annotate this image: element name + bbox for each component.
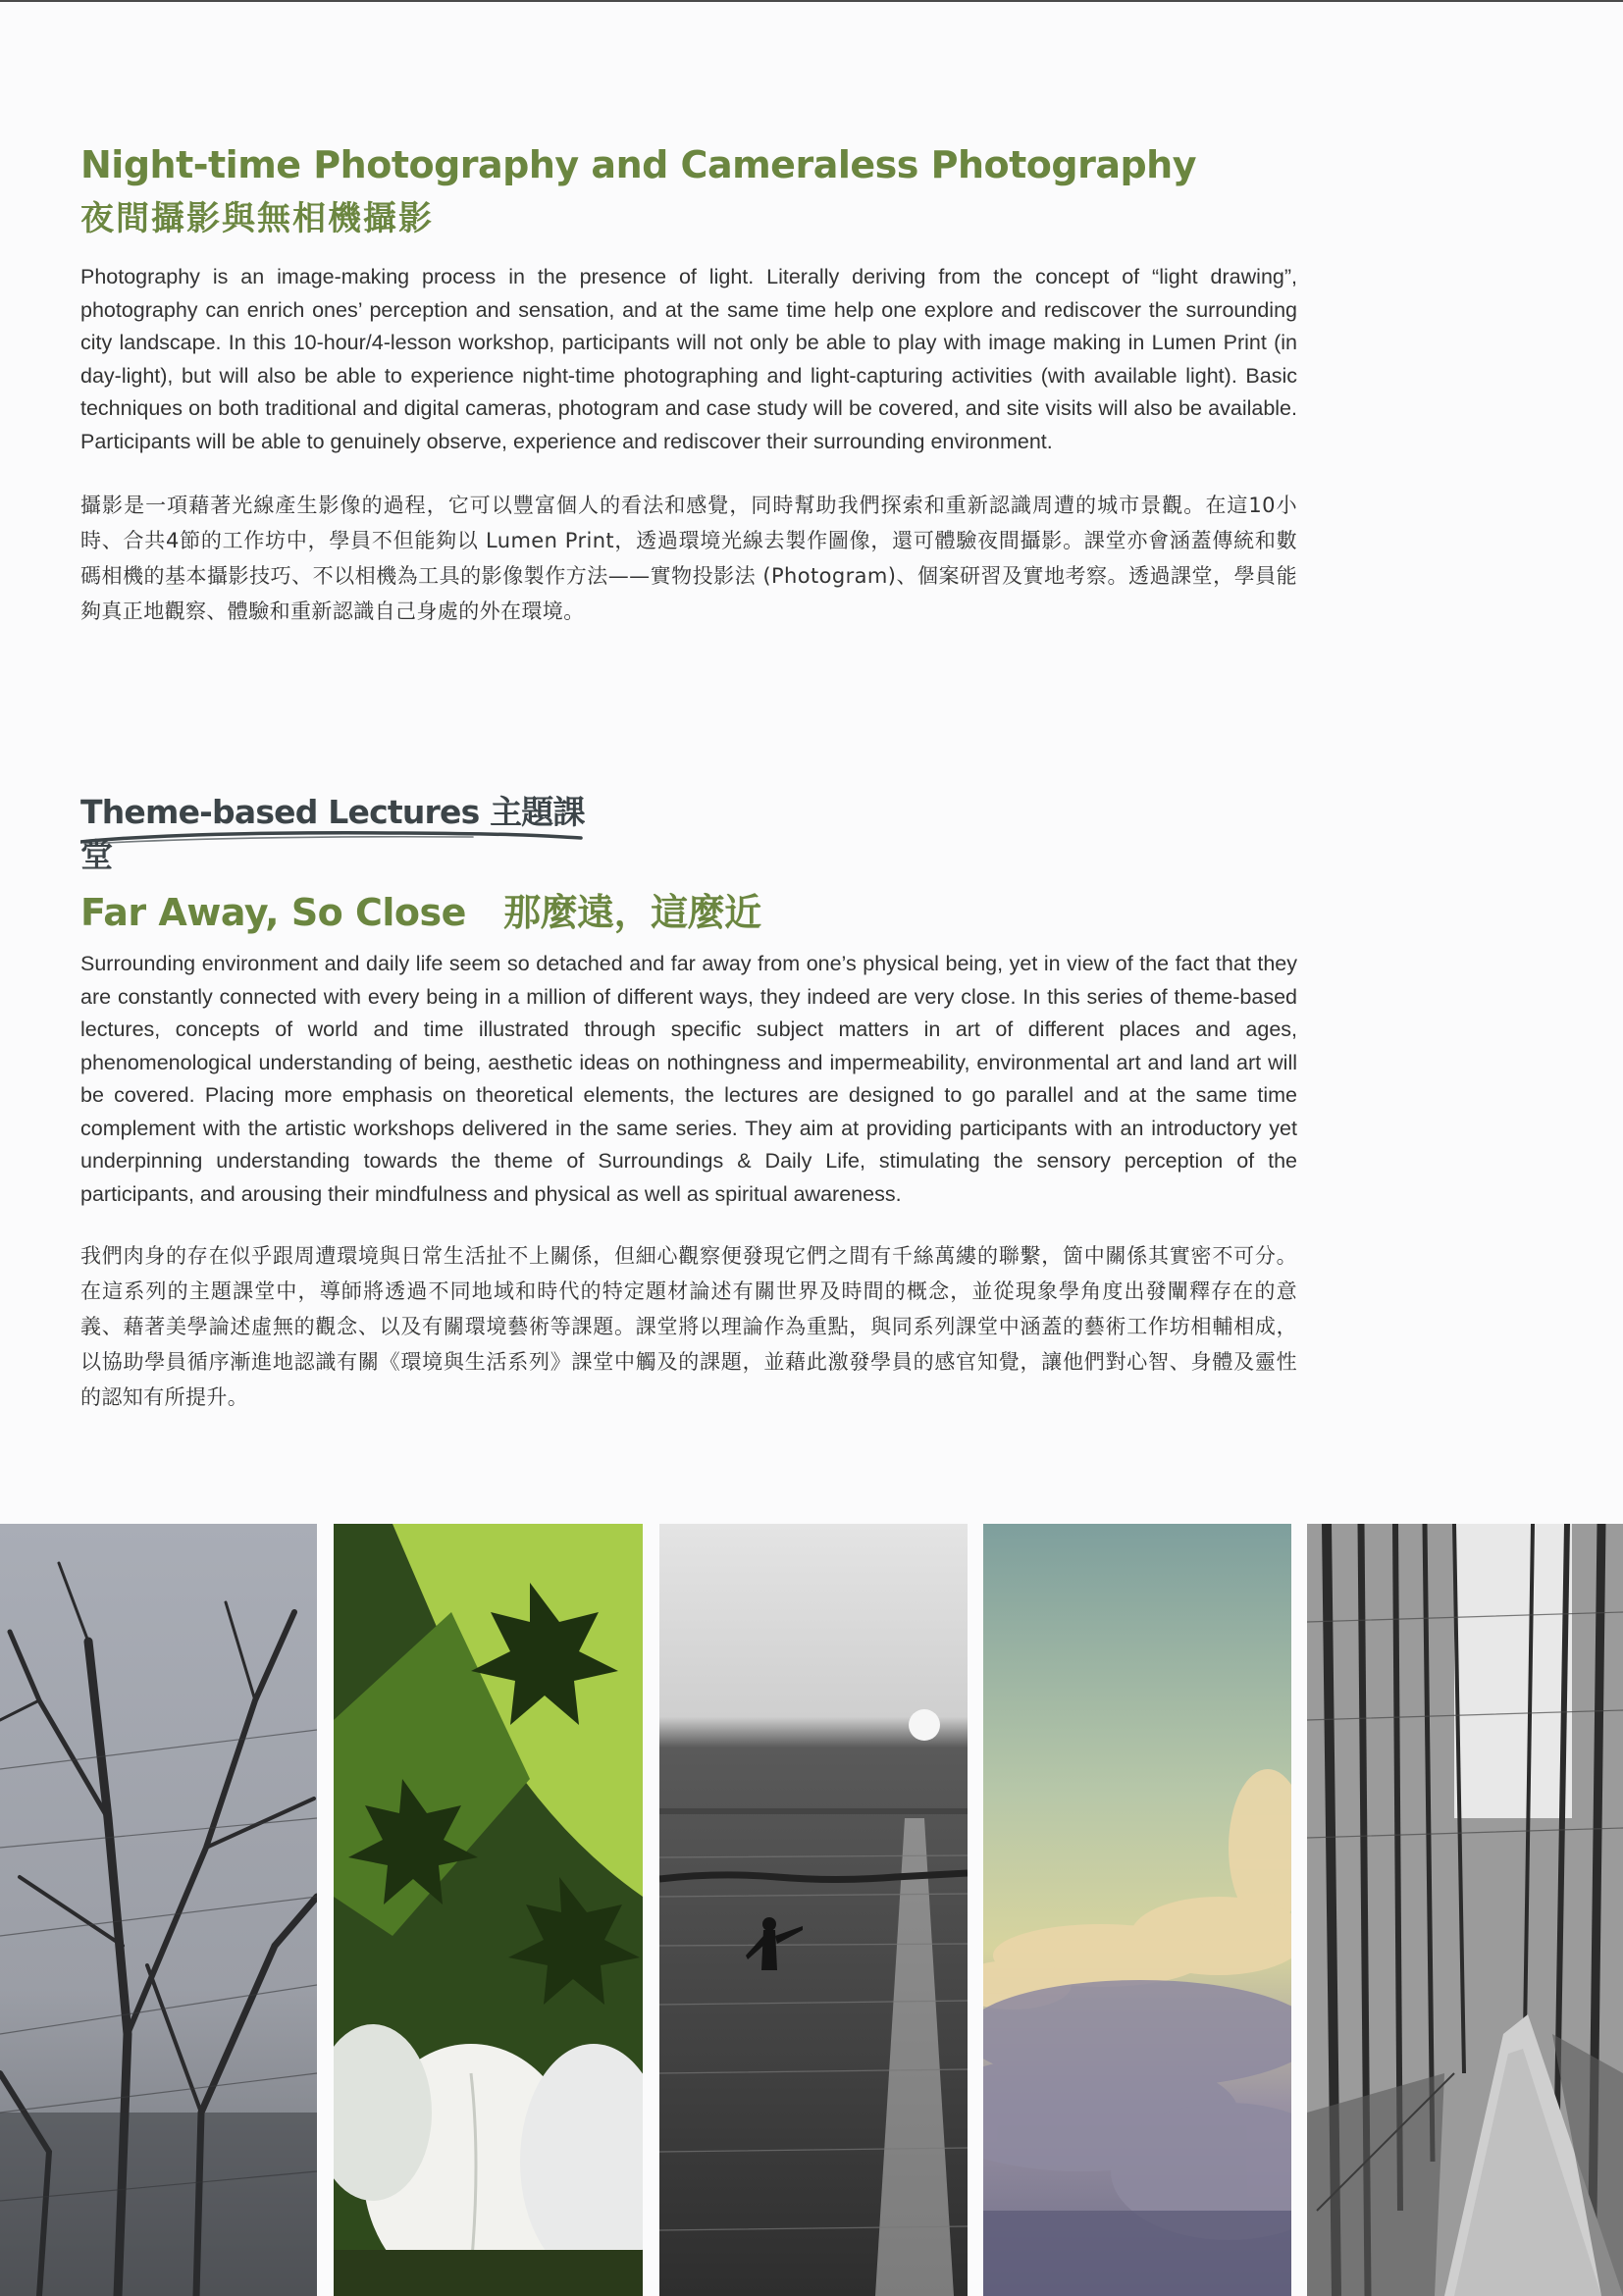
- photo-sea-figure: [659, 1524, 968, 2296]
- night-title-en: Night-time Photography and Cameraless Photography: [80, 143, 1196, 186]
- night-photography-section: [80, 141, 1297, 629]
- page-top-edge: [0, 0, 1623, 2]
- far-away-section: [80, 889, 1297, 1415]
- night-paragraph-en: Photography is an image-making process in the presence of light. Literally deriving from the concept of “light drawing”, photography can enrich ones’ perception and sensation, and at the same time help one explore and rediscover the surrounding city landscape. In this 10-hour/4-lesson workshop, participants will not only be able to play with image making in Lumen Print (in day-light), but will also be able to experience night-time photographing and light-capturing activities (with available light). Basic techniques on both traditional and digital cameras, photogram and case study will be covered, and site visits will also be available. Participants will be able to genuinely observe, experience and rediscover their surrounding environment.: [80, 265, 1297, 453]
- far-paragraph-en: Surrounding environment and daily life seem so detached and far away from one’s physical being, yet in view of the fact that they are constantly connected with every being in a million of different ways, they indeed are very close. In this series of theme-based lectures, concepts of world and time illustrated through specific subject matters in art of different places and ages, phenomenological understanding of being, aesthetic ideas on nothingness and impermeability, environmental art and land art will be covered. Placing more emphasis on theoretical elements, the lectures are designed to go parallel and at the same time complement with the artistic workshops delivered in the same series. They aim at providing participants with an introductory yet underpinning understanding towards the theme of Surroundings & Daily Life, stimulating the sensory perception of the participants, and arousing their mindfulness and physical as well as spiritual awareness.: [80, 952, 1297, 1206]
- lectures-heading-text: Theme-based Lectures 主題課堂: [80, 793, 585, 874]
- photo-clouds: [983, 1524, 1291, 2296]
- far-paragraph-zh: 我們肉身的存在似乎跟周遭環境與日常生活扯不上關係，但細心觀察便發現它們之間有千絲萬縷的聯繫，箇中關係其實密不可分。在這系列的主題課堂中，導師將透過不同地域和時代的特定題材論述有關世界及時間的概念，並從現象學角度出發闡釋存在的意義、藉著美學論述虛無的觀念、以及有關環境藝術等課題。課堂將以理論作為重點，與同系列課堂中涵蓋的藝術工作坊相輔相成，以協助學員循序漸進地認識有關《環境與生活系列》課堂中觸及的課題，並藉此激發學員的感官知覺，讓他們對心智、身體及靈性的認知有所提升。: [80, 1244, 1297, 1409]
- lectures-heading: [80, 791, 591, 874]
- far-away-title: Far Away, So Close 那麼遠，這麼近: [80, 891, 761, 934]
- night-paragraph-zh: 攝影是一項藉著光線產生影像的過程，它可以豐富個人的看法和感覺，同時幫助我們探索和重新認識周遭的城市景觀。在這10小時、合共4節的工作坊中，學員不但能夠以 Lumen Print，透過環境光線去製作圖像，還可體驗夜間攝影。課堂亦會涵蓋傳統和數碼相機的基本攝影技巧、不以相機為工具的影像製作方法——實物投影法 (Photogram)、個案研習及實地考察。透過課堂，學員能夠真正地觀察、體驗和重新認識自己身處的外在環境。: [80, 494, 1297, 623]
- brush-underline-icon: [80, 828, 591, 846]
- photo-maple-lotus: [334, 1524, 643, 2296]
- night-title-zh: 夜間攝影與無相機攝影: [80, 199, 434, 238]
- photo-bare-trees: [0, 1524, 317, 2296]
- photo-bamboo-path: [1307, 1524, 1623, 2296]
